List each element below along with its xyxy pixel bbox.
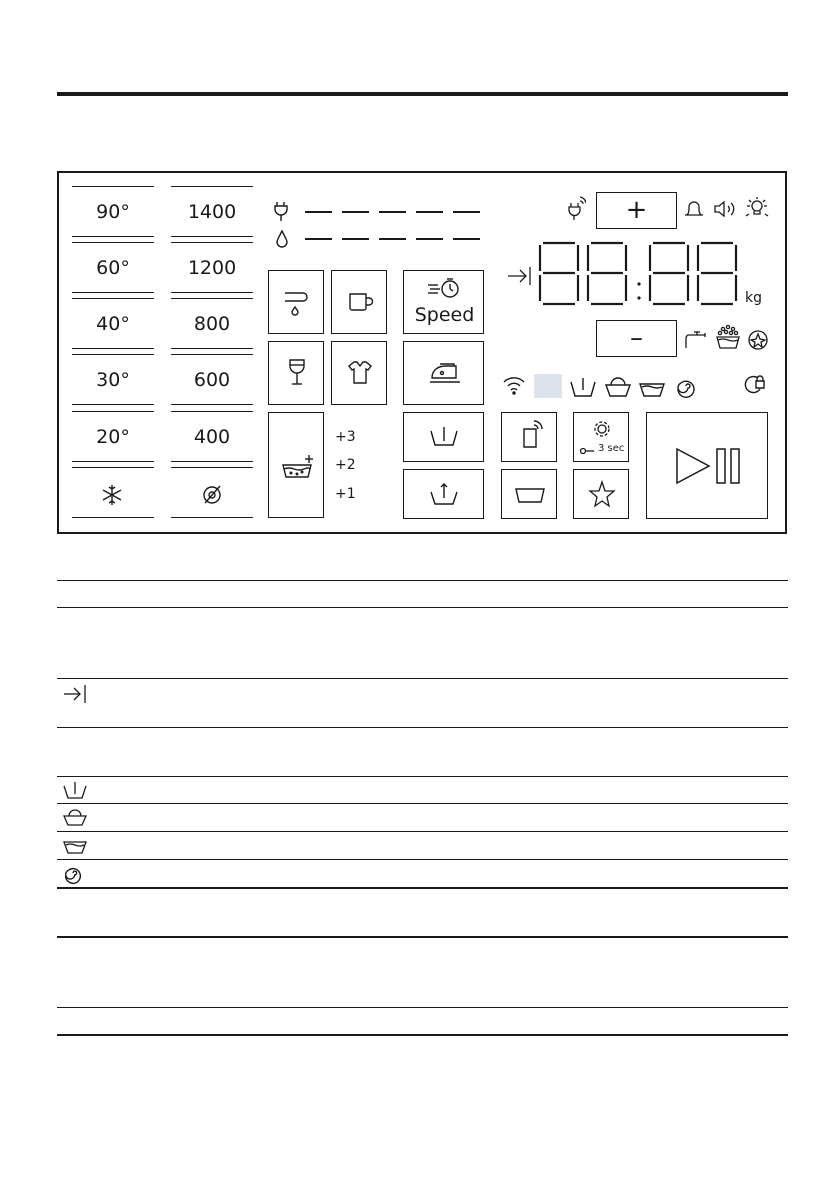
prewash-icon: [269, 271, 325, 335]
consumption-segment: [453, 238, 480, 240]
rinse-level-3: +3: [335, 429, 356, 445]
play-pause-icon: [647, 413, 769, 520]
shirt-icon: [332, 342, 388, 406]
rinse-icon: [404, 413, 485, 463]
temperature-rule: [72, 517, 154, 518]
temperature-rule: [72, 298, 154, 299]
power-plug-icon: [274, 200, 288, 222]
spin-rule: [171, 461, 253, 462]
spin-rule: [171, 354, 253, 355]
drain-icon: [404, 470, 485, 520]
tub-icon: [502, 470, 558, 520]
table-spin-icon: [62, 862, 84, 884]
table-arrow-to-end-icon: [62, 684, 88, 704]
spin-rule: [171, 298, 253, 299]
consumption-segment: [416, 238, 443, 240]
consumption-segment: [305, 211, 332, 213]
plus-label: +: [625, 195, 648, 225]
table-rule-9: [57, 887, 788, 889]
table-rule-8: [57, 859, 788, 860]
table-soak-icon: [62, 835, 88, 855]
consumption-segment: [379, 238, 406, 240]
table-rule-10: [57, 936, 788, 938]
temperature-option[interactable]: 90°: [96, 201, 130, 223]
child-lock-icon: [741, 372, 767, 398]
delicates-button[interactable]: [268, 341, 324, 405]
temperature-rule: [72, 236, 154, 237]
temperature-option[interactable]: 40°: [96, 313, 130, 335]
soak-status-icon: [637, 374, 667, 398]
rinse-plus-icon: [269, 413, 325, 519]
plus-button[interactable]: [596, 192, 677, 229]
rinse-button[interactable]: [403, 412, 484, 462]
light-icon: [743, 196, 771, 220]
spin-option[interactable]: 400: [193, 426, 231, 448]
table-rule-1: [57, 580, 788, 581]
consumption-segment: [416, 211, 443, 213]
shirts-button[interactable]: [331, 341, 387, 405]
arrow-to-end-icon: [506, 265, 532, 287]
rinse-status-icon: [568, 374, 598, 398]
cup-button[interactable]: [331, 270, 387, 334]
spin-rule: [171, 411, 253, 412]
consumption-segment: [453, 211, 480, 213]
table-rinse-icon: [62, 780, 88, 800]
spin-option[interactable]: 800: [193, 313, 231, 335]
consumption-segment: [342, 211, 369, 213]
table-rule-5: [57, 776, 788, 777]
remote-icon: [502, 413, 558, 463]
temperature-rule: [72, 467, 154, 468]
minus-button[interactable]: [596, 320, 677, 357]
tub-button[interactable]: [501, 469, 557, 519]
star-icon: [574, 470, 630, 520]
start-pause-button[interactable]: [646, 412, 768, 519]
extra-rinse-button[interactable]: [268, 412, 324, 518]
spin-rule: [171, 186, 253, 187]
settings-button[interactable]: [573, 412, 629, 462]
spin-option[interactable]: 600: [193, 369, 231, 391]
minus-label: –: [630, 323, 643, 353]
table-rule-11: [57, 1007, 788, 1008]
table-rule-12: [57, 1034, 788, 1036]
spin-option[interactable]: 1200: [187, 257, 237, 279]
spin-status-icon: [674, 374, 698, 398]
spin-rule: [171, 404, 253, 405]
consumption-segment: [305, 238, 332, 240]
cup-icon: [332, 271, 388, 335]
wine-glass-icon: [269, 342, 325, 406]
temperature-rule: [72, 411, 154, 412]
tap-icon: [683, 328, 709, 350]
status-highlight: [534, 374, 562, 398]
table-rule-7: [57, 831, 788, 832]
display-colon-dot: [637, 282, 640, 285]
temperature-option[interactable]: 20°: [96, 426, 130, 448]
spin-option[interactable]: 1400: [187, 201, 237, 223]
table-rule-6: [57, 803, 788, 804]
stain-icon: [714, 324, 742, 350]
water-drop-icon: [276, 230, 288, 248]
prewash-button[interactable]: [268, 270, 324, 334]
spin-rule: [171, 236, 253, 237]
table-rule-2: [57, 607, 788, 608]
speaker-icon: [713, 199, 739, 219]
table-rule-3: [57, 678, 788, 679]
star-circle-icon: [746, 328, 770, 352]
weight-unit: kg: [745, 290, 762, 306]
spin-rule: [171, 348, 253, 349]
spin-rule: [171, 467, 253, 468]
seven-segment-digits: [538, 240, 738, 310]
lock-hold-label: 3 sec: [598, 443, 625, 454]
temperature-option[interactable]: 60°: [96, 257, 130, 279]
temperature-rule: [72, 186, 154, 187]
easy-iron-button[interactable]: [403, 341, 484, 405]
spin-rule: [171, 242, 253, 243]
table-rule-4: [57, 727, 788, 728]
display-colon-dot: [637, 296, 640, 299]
bell-icon: [683, 198, 705, 220]
rinse-level-2: +2: [335, 457, 356, 473]
temperature-option[interactable]: 30°: [96, 369, 130, 391]
speed-label: Speed: [414, 304, 475, 326]
remote-start-button[interactable]: [501, 412, 557, 462]
settings-key-icon: [574, 413, 630, 463]
temperature-rule: [72, 292, 154, 293]
remote-plug-icon: [566, 195, 586, 221]
speed-button[interactable]: [403, 270, 484, 334]
temperature-rule: [72, 404, 154, 405]
wifi-icon: [502, 374, 526, 396]
spin-rule: [171, 517, 253, 518]
consumption-segment: [342, 238, 369, 240]
consumption-segment: [379, 211, 406, 213]
iron-icon: [404, 342, 485, 406]
top-rule: [57, 92, 788, 96]
temperature-rule: [72, 354, 154, 355]
temperature-rule: [72, 461, 154, 462]
snowflake-icon: [100, 484, 124, 506]
no-spin-icon: [200, 483, 224, 507]
spin-rule: [171, 292, 253, 293]
temperature-rule: [72, 348, 154, 349]
favourite-button[interactable]: [573, 469, 629, 519]
temperature-rule: [72, 242, 154, 243]
wash-status-icon: [603, 374, 633, 398]
rinse-level-1: +1: [335, 486, 356, 502]
drain-button[interactable]: [403, 469, 484, 519]
table-wash-icon: [62, 807, 88, 827]
